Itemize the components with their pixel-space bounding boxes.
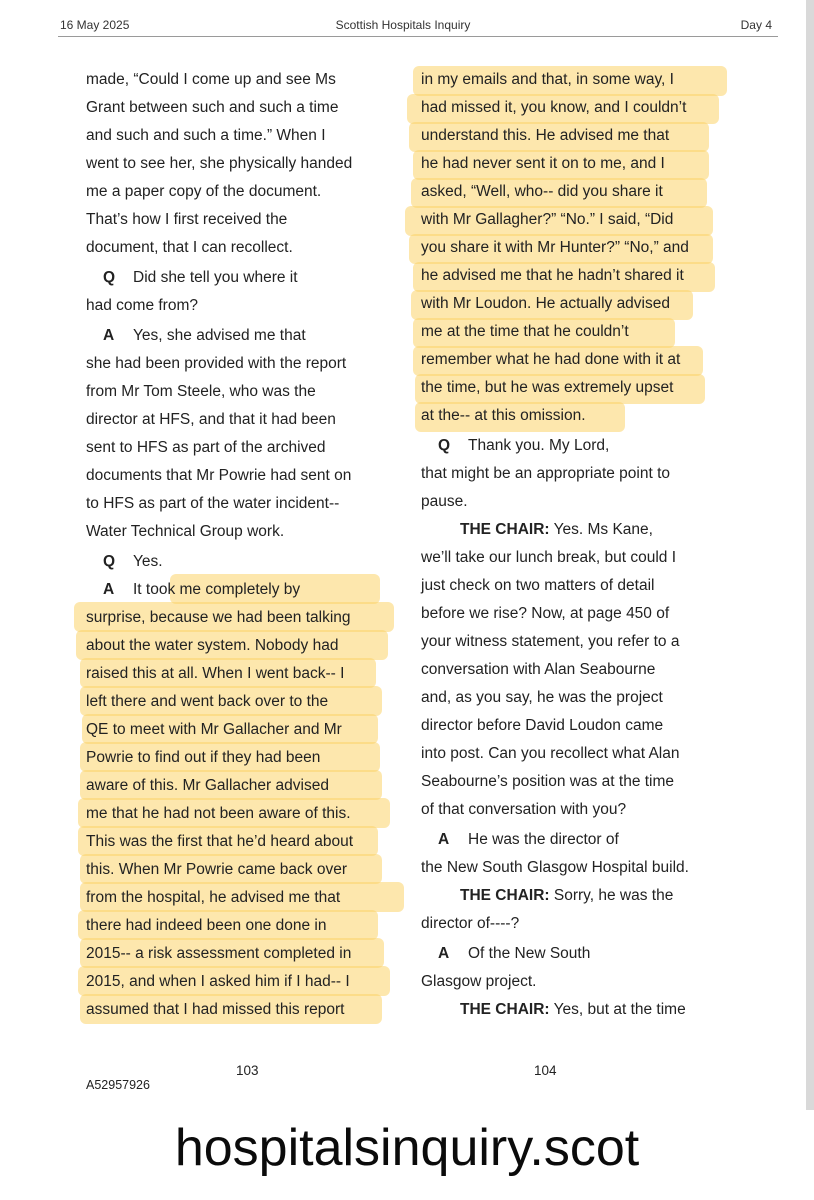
transcript-line: understand this. He advised me that (421, 127, 670, 144)
transcript-line: with Mr Loudon. He actually advised (421, 295, 670, 312)
transcript-line: left there and went back over to the (86, 693, 329, 710)
transcript-line: that might be an appropriate point to (421, 465, 671, 482)
transcript-line: about the water system. Nobody had (86, 637, 339, 654)
transcript-line: he advised me that he hadn’t shared it (421, 267, 684, 284)
transcript-line: Water Technical Group work. (86, 523, 285, 540)
footer-banner (0, 1110, 814, 1200)
transcript-line: Powrie to find out if they had been (86, 749, 321, 766)
transcript-line: sent to HFS as part of the archived (86, 439, 326, 456)
speaker-label: THE CHAIR: (460, 521, 550, 538)
transcript-line: That’s how I first received the (86, 211, 288, 228)
transcript-line: me a paper copy of the document. (86, 183, 322, 200)
transcript-line: he had never sent it on to me, and I (421, 155, 665, 172)
header-date: 16 May 2025 (60, 18, 130, 32)
document-reference: A52957926 (86, 1078, 150, 1092)
transcript-line: your witness statement, you refer to a (421, 633, 680, 650)
transcript-line: THE CHAIR: Sorry, he was the (460, 887, 674, 904)
transcript-line: Glasgow project. (421, 973, 537, 990)
transcript-line: director of----? (421, 915, 520, 932)
transcript-line: with Mr Gallagher?” “No.” I said, “Did (421, 211, 674, 228)
transcript-line: in my emails and that, in some way, I (421, 71, 674, 88)
transcript-line: into post. Can you recollect what Alan (421, 745, 680, 762)
transcript-line: from Mr Tom Steele, who was the (86, 383, 316, 400)
transcript-line: 2015, and when I asked him if I had-- I (86, 973, 350, 990)
transcript-line: there had indeed been one done in (86, 917, 327, 934)
page-number-left: 103 (236, 1063, 259, 1078)
transcript-line: documents that Mr Powrie had sent on (86, 467, 352, 484)
transcript-line: THE CHAIR: Yes. Ms Kane, (460, 521, 653, 538)
transcript-line: QE to meet with Mr Gallacher and Mr (86, 721, 342, 738)
transcript-line: A It took me completely by (86, 576, 300, 604)
transcript-line: raised this at all. When I went back-- I (86, 665, 345, 682)
transcript-line: and such and such a time.” When I (86, 127, 326, 144)
transcript-line: Grant between such and such a time (86, 99, 339, 116)
transcript-line: she had been provided with the report (86, 355, 347, 372)
transcript-line: A He was the director of (421, 826, 619, 854)
speaker-label: A (103, 581, 115, 598)
page-number-right: 104 (534, 1063, 557, 1078)
header-divider (58, 36, 778, 37)
transcript-line: director at HFS, and that it had been (86, 411, 336, 428)
transcript-line: just check on two matters of detail (421, 577, 655, 594)
speaker-label: THE CHAIR: (460, 887, 550, 904)
speaker-label: A (103, 327, 115, 344)
header-day: Day 4 (740, 18, 772, 32)
transcript-line: Q Thank you. My Lord, (421, 432, 609, 460)
transcript-line: This was the first that he’d heard about (86, 833, 354, 850)
transcript-line: THE CHAIR: Yes, but at the time (460, 1001, 686, 1018)
transcript-line: the time, but he was extremely upset (421, 379, 674, 396)
transcript-line: aware of this. Mr Gallacher advised (86, 777, 329, 794)
transcript-line: me at the time that he couldn’t (421, 323, 629, 340)
transcript-line: had come from? (86, 297, 198, 314)
transcript-line: conversation with Alan Seabourne (421, 661, 656, 678)
speaker-label: Q (438, 437, 451, 454)
transcript-line: pause. (421, 493, 468, 510)
transcript-line: went to see her, she physically handed (86, 155, 353, 172)
transcript-line: had missed it, you know, and I couldn’t (421, 99, 687, 116)
transcript-line: this. When Mr Powrie came back over (86, 861, 348, 878)
transcript-line: and, as you say, he was the project (421, 689, 663, 706)
transcript-line: the New South Glasgow Hospital build. (421, 859, 689, 876)
transcript-line: 2015-- a risk assessment completed in (86, 945, 352, 962)
transcript-line: to HFS as part of the water incident-- (86, 495, 340, 512)
transcript-line: you share it with Mr Hunter?” “No,” and (421, 239, 689, 256)
speaker-label: Q (103, 269, 116, 286)
transcript-line: we’ll take our lunch break, but could I (421, 549, 677, 566)
transcript-line: A Yes, she advised me that (86, 322, 306, 350)
transcript-line: Seabourne’s position was at the time (421, 773, 675, 790)
speaker-label: A (438, 945, 450, 962)
transcript-line: made, “Could I come up and see Ms (86, 71, 336, 88)
website-caption: hospitalsinquiry.scot (174, 1119, 640, 1177)
speaker-label: THE CHAIR: (460, 1001, 550, 1018)
transcript-line: document, that I can recollect. (86, 239, 293, 256)
speaker-label: A (438, 831, 450, 848)
transcript-line: director before David Loudon came (421, 717, 664, 734)
transcript-line: of that conversation with you? (421, 801, 627, 818)
transcript-line: asked, “Well, who-- did you share it (421, 183, 663, 200)
transcript-line: at the-- at this omission. (421, 407, 586, 424)
transcript-line: Q Did she tell you where it (86, 264, 298, 292)
transcript-line: before we rise? Now, at page 450 of (421, 605, 670, 622)
transcript-line: A Of the New South (421, 940, 590, 968)
transcript-line: me that he had not been aware of this. (86, 805, 351, 822)
header-title: Scottish Hospitals Inquiry (335, 18, 471, 32)
page-header (0, 0, 806, 40)
transcript-line: surprise, because we had been talking (86, 609, 351, 626)
transcript-line: Q Yes. (86, 548, 163, 576)
page-edge (806, 0, 814, 1110)
transcript-line: remember what he had done with it at (421, 351, 681, 368)
transcript-line: assumed that I had missed this report (86, 1001, 345, 1018)
speaker-label: Q (103, 553, 116, 570)
transcript-line: from the hospital, he advised me that (86, 889, 341, 906)
